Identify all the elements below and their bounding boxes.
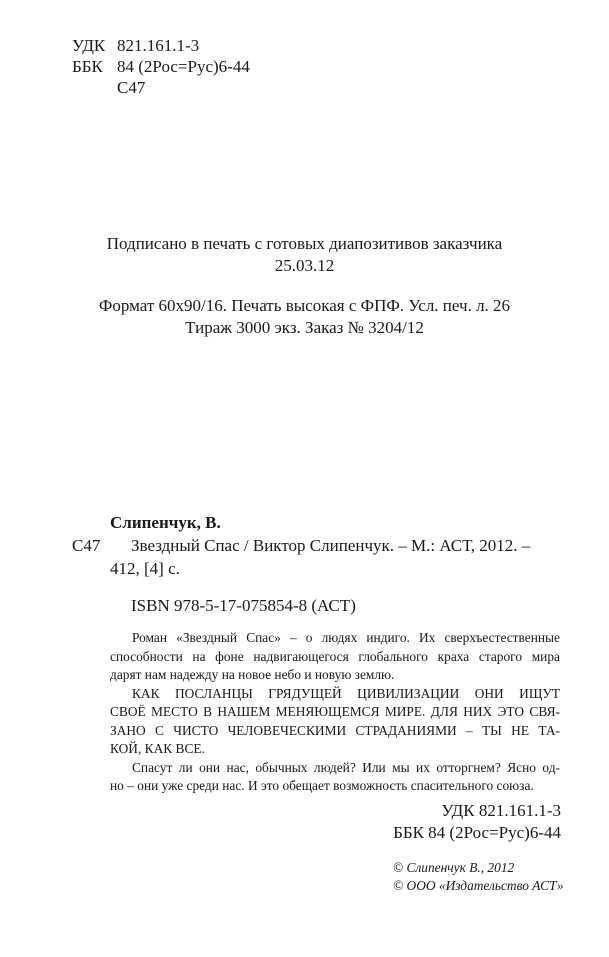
annotation-paragraph bbox=[110, 629, 560, 685]
annotation-paragraph bbox=[110, 685, 560, 759]
annotation-line: Роман «Звездный Спас» – о людях индиго. Их сверхъестественные bbox=[132, 630, 560, 645]
author-mark: С47 bbox=[117, 78, 146, 97]
udk-value: 821.161.1-3 bbox=[117, 36, 200, 55]
annotation-line: СВОЁ МЕСТО В НАШЕМ МЕНЯЮЩЕМСЯ МИРЕ. ДЛЯ НИХ ЭТО СВЯ- bbox=[110, 704, 560, 719]
catalog-title-line: Звездный Спас / Виктор Слипенчук. – М.: АСТ, 2012. – bbox=[131, 536, 531, 555]
format-line: Формат 60x90/16. Печать высокая с ФПФ. Усл. печ. л. 26 bbox=[98, 296, 511, 315]
annotation-line: способности на фоне надвигающегося глобального краха старого мира bbox=[110, 648, 560, 664]
bbk-value: 84 (2Рос=Рус)6-44 bbox=[117, 57, 250, 76]
annotation-paragraph bbox=[110, 759, 560, 796]
catalog-author: Слипенчук, В. bbox=[110, 513, 221, 532]
annotation-line: дарят нам надежду на новое небо и новую землю. bbox=[110, 667, 395, 682]
isbn: ISBN 978-5-17-075854-8 (АСТ) bbox=[131, 596, 356, 615]
udk-label: УДК bbox=[72, 36, 106, 55]
run-line: Тираж 3000 экз. Заказ № 3204/12 bbox=[185, 318, 424, 337]
copyright-author: © Слипенчук В., 2012 bbox=[393, 860, 515, 875]
annotation-line: но – они уже среди нас. И это обещает возможность спасительного союза. bbox=[110, 778, 534, 793]
annotation-line: КОЙ, КАК ВСЕ. bbox=[110, 741, 205, 756]
copyright-publisher: © ООО «Издательство АСТ» bbox=[393, 878, 564, 893]
catalog-pages-line: 412, [4] с. bbox=[110, 559, 180, 578]
signed-date: 25.03.12 bbox=[274, 256, 335, 275]
annotation-line: ЗАНО С ЧИСТО ЧЕЛОВЕЧЕСКИМИ СТРАДАНИЯМИ – ТЫ НЕ ТА- bbox=[110, 722, 560, 738]
catalog-author-mark: С47 bbox=[72, 536, 101, 555]
annotation-line: Спасут ли они нас, обычных людей? Или мы их отторгнем? Ясно од- bbox=[132, 759, 560, 775]
bottom-udk-line: УДК 821.161.1-3 bbox=[441, 801, 561, 820]
bbk-label: ББК bbox=[72, 57, 103, 76]
annotation-line: КАК ПОСЛАНЦЫ ГРЯДУЩЕЙ ЦИВИЛИЗАЦИИ ОНИ ИЩУТ bbox=[132, 685, 560, 701]
signed-line: Подписано в печать с готовых диапозитивов заказчика bbox=[106, 234, 503, 253]
bottom-bbk-line: ББК 84 (2Рос=Рус)6-44 bbox=[393, 823, 561, 842]
